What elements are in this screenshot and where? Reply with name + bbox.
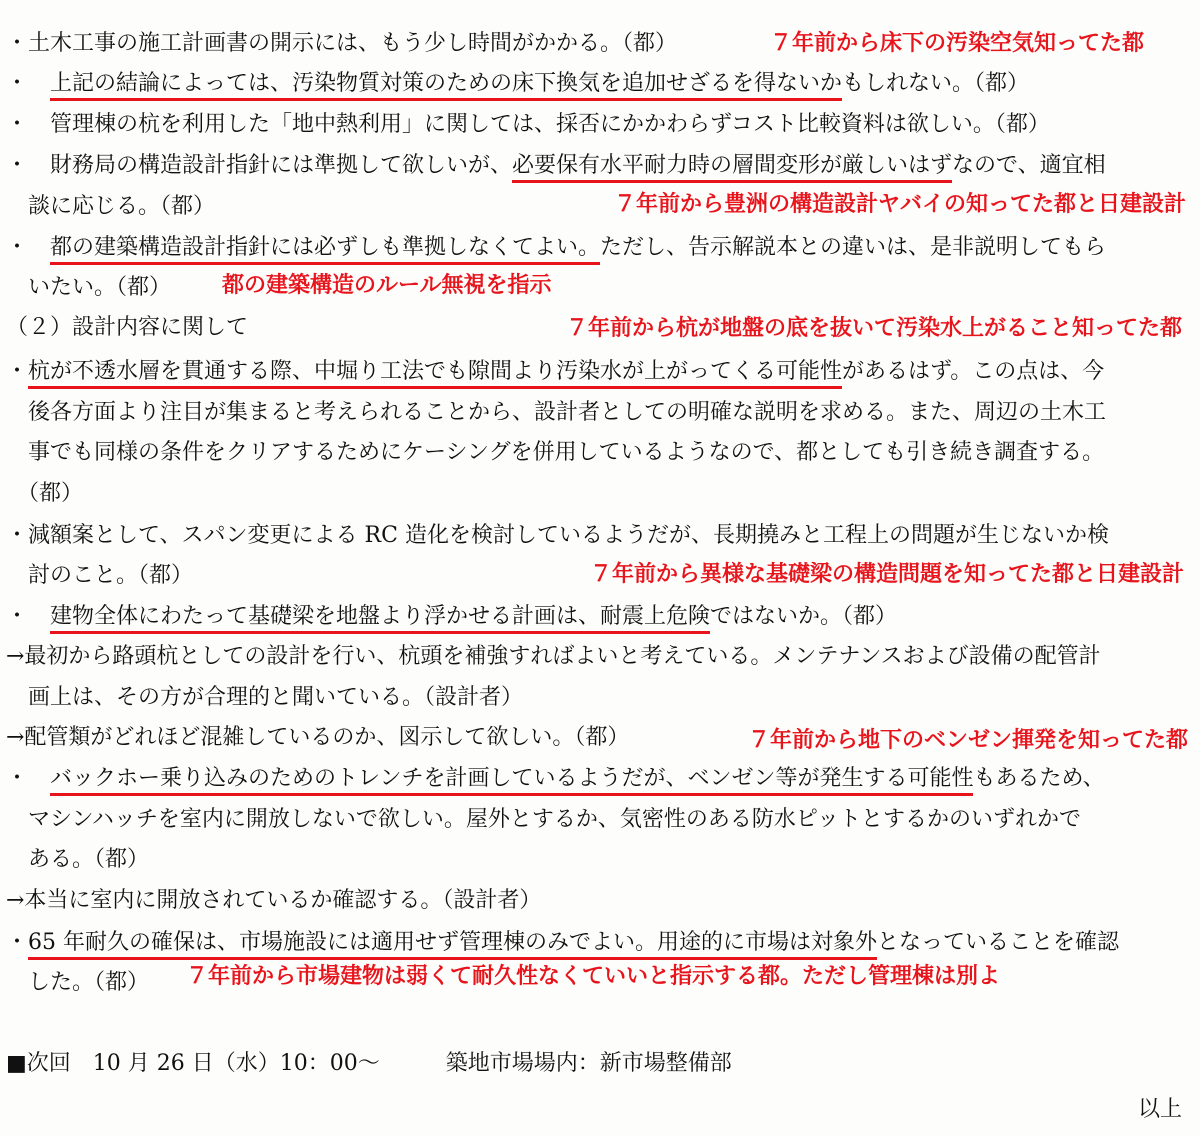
line-text: ・ — [6, 235, 51, 260]
annotation: ７年前から豊洲の構造設計ヤバイの知ってた都と日建設計 — [613, 192, 1186, 217]
line-text: →最初から路頭杭としての設計を行い、杭頭を補強すればよいと考えている。メンテナンスおよび設備の配管計 — [6, 644, 1101, 669]
document-line — [6, 597, 897, 637]
document-line — [6, 678, 523, 718]
line-text: ではないか。（都） — [710, 604, 898, 629]
document-line — [6, 24, 677, 64]
line-text: ある。（都） — [6, 847, 150, 872]
line-text: 談に応じる。（都） — [6, 194, 216, 219]
annotation: ７年前から異様な基礎梁の構造問題を知ってた都と日建設計 — [589, 562, 1184, 587]
document-line — [6, 64, 1029, 104]
line-text: ・ 財務局の構造設計指針には準拠して欲しいが、 — [6, 153, 513, 178]
line-text: なので、適宜相 — [952, 153, 1106, 178]
annotation: ７年前から床下の汚染空気知ってた都 — [769, 31, 1144, 56]
line-text: があるはず。この点は、今 — [842, 359, 1105, 384]
underlined-text: 65 年耐久の確保は、市場施設には適用せず管理棟のみでよい。用途的に市場は対象外 — [28, 930, 877, 960]
line-text: →本当に室内に開放されているか確認する。（設計者） — [6, 888, 542, 913]
line-text: ・ — [6, 359, 29, 384]
underlined-text: 必要保有水平耐力時の層間変形が厳しいはず — [512, 153, 952, 183]
underlined-text: 上記の結論によっては、汚染物質対策のための床下換気を追加せざるを得ないか — [50, 71, 842, 101]
line-text: ただし、告示解説本との違いは、是非説明してもら — [600, 235, 1107, 260]
underlined-text: 都の建築構造設計指針には必ずしも準拠しなくてよい。 — [50, 235, 600, 265]
line-text: いたい。（都） — [6, 275, 172, 300]
line-text: →配管類がどれほど混雑しているのか、図示して欲しい。（都） — [6, 725, 630, 750]
annotation: 都の建築構造のルール無視を指示 — [222, 273, 552, 298]
line-text: した。（都） — [6, 970, 150, 995]
document-line — [6, 105, 1050, 145]
line-text: ・減額案として、スパン変更による RC 造化を検討しているようだが、長期撓みと工程上の問題が生じないか検 — [6, 523, 1109, 548]
line-text: もあるため、 — [973, 766, 1105, 791]
document-line — [6, 474, 83, 514]
line-text: 討のこと。（都） — [6, 563, 194, 588]
line-text: ・ — [6, 71, 51, 96]
document-line — [6, 800, 1081, 840]
document-line — [6, 923, 1119, 963]
line-text: マシンハッチを室内に開放しないで欲しい。屋外とするか、気密性のある防水ピットとするかのいずれかで — [6, 807, 1082, 832]
document-line — [6, 393, 1106, 433]
document-line — [6, 187, 215, 227]
line-text: 後各方面より注目が集まると考えられることから、設計者としての明確な説明を求める。また、周辺の土木工 — [6, 400, 1107, 425]
closing-text: 以上 — [1138, 1097, 1183, 1122]
underlined-text: バックホー乗り込みのためのトレンチを計画しているようだが、ベンゼン等が発生する可能性 — [50, 766, 973, 796]
line-text: 事でも同様の条件をクリアするためにケーシングを併用しているようなので、都としても引き続き調査する。 — [6, 440, 1105, 465]
line-text: ・ — [6, 930, 29, 955]
document-line — [6, 146, 1106, 186]
underlined-text: 杭が不透水層を貫通する際、中堀り工法でも隙間より汚染水が上がってくる可能性 — [28, 359, 842, 389]
document-line — [6, 881, 541, 921]
document-line — [6, 963, 149, 1003]
document-line — [6, 228, 1106, 268]
document-line — [6, 718, 629, 758]
document-line — [6, 308, 248, 348]
annotation: ７年前から杭が地盤の底を抜いて汚染水上がること知ってた都 — [565, 316, 1182, 341]
annotation: ７年前から市場建物は弱くて耐久性なくていいと指示する都。ただし管理棟は別よ — [186, 964, 1001, 989]
line-text: もしれない。（都） — [842, 71, 1030, 96]
line-text: ・ 管理棟の杭を利用した「地中熱利用」に関しては、採否にかかわらずコスト比較資料は欲しい。（都） — [6, 112, 1050, 137]
line-text: となっていることを確認 — [877, 930, 1120, 955]
line-text: 画上は、その方が合理的と聞いている。（設計者） — [6, 685, 524, 710]
document-line — [6, 352, 1104, 392]
document-line — [6, 433, 1104, 473]
line-text: （都） — [6, 481, 84, 506]
line-text: ・土木工事の施工計画書の開示には、もう少し時間がかかる。（都） — [6, 31, 678, 56]
document-line — [6, 637, 1101, 677]
document-line — [6, 840, 149, 880]
document-line — [6, 268, 171, 308]
document-line — [6, 556, 193, 596]
document-line — [6, 759, 1105, 799]
annotation: ７年前から地下のベンゼン揮発を知ってた都 — [747, 728, 1188, 753]
underlined-text: 建物全体にわたって基礎梁を地盤より浮かせる計画は、耐震上危険 — [50, 604, 710, 634]
next-meeting-line: ■次回 10 月 26 日（水）10：00～ 築地市場場内：新市場整備部 — [6, 1051, 732, 1076]
line-text: （２）設計内容に関して — [6, 315, 249, 340]
document-line — [6, 516, 1109, 556]
line-text: ・ — [6, 604, 51, 629]
line-text: ・ — [6, 766, 51, 791]
